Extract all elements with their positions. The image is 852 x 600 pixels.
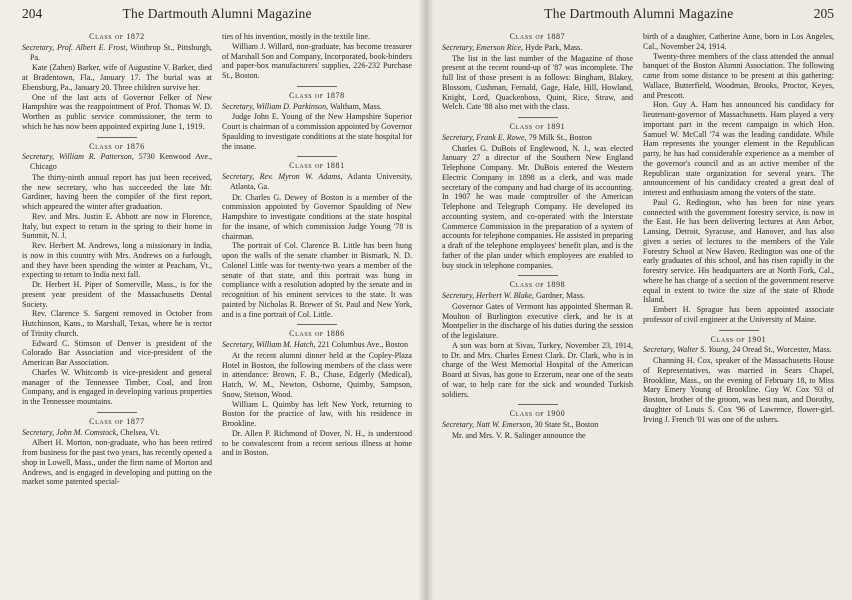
right-running-title: The Dartmouth Alumni Magazine	[544, 6, 734, 21]
class-heading: Class of 1887	[509, 32, 566, 41]
secretary-role: Secretary,	[222, 172, 255, 181]
class-secretary-line	[442, 43, 633, 53]
section-divider	[518, 117, 558, 118]
secretary-role: Secretary,	[22, 42, 55, 52]
secretary-name: William M. Hatch,	[256, 340, 316, 349]
news-paragraph: Governor Gates of Vermont has appointed Sherman R. Moulton of Burlington executive clerk, and he is at Montpelier in the discharge of his duties during the session of the legislature.	[442, 301, 633, 340]
left-column-2	[222, 32, 412, 592]
secretary-address: Waltham, Mass.	[328, 101, 382, 111]
news-paragraph: Twenty-three members of the class attended the annual banquet of the Boston Alumni Association. The following came from some distance to be present at this gathering: Wallace, Butterfield, Woodman, Brooks, Proctor, Keyes, and Prescott.	[643, 51, 834, 100]
secretary-name: Herbert W. Blake,	[476, 291, 534, 300]
news-paragraph: Charles G. DuBois of Englewood, N. J., was elected January 27 a director of the Southern New England Telephone Company. Mr. DuBois entered the Western Electric Company in 1898 as a clerk, and was made secretary of the company and had charge of its accounting. In 1907 he was made comptroller of the American Telephone and Telegraph Company. He developed its accounting system, and co-operated with the Interstate Commerce Commission in the preparation of a system of accounts for telephone companies. He assisted in preparing a draft of the telephone employees' benefit plan, and is the father of the plan under which employees are enabled to buy stock in telephone companies.	[442, 143, 633, 270]
secretary-address: 5730 Kenwood Ave., Chicago	[30, 152, 213, 171]
news-paragraph: Channing H. Cox, speaker of the Massachusetts House of Representatives, was married in Sears Chapel, Brookline, Mass., on the evening of February 18, to Miss Mary Emery Young of Brookline. Guy W. Cox '93 of Boston, brother of the groom, was best man, and Dorothy, daughter of Louis S. Cox '96 of Lawrence, flower-girl. Irving J. French '01 was one of the ushers.	[643, 356, 834, 424]
secretary-role: Secretary,	[222, 101, 255, 111]
section-divider	[297, 86, 337, 87]
secretary-role: Secretary,	[643, 345, 676, 355]
secretary-name: John M. Comstock,	[56, 427, 119, 437]
left-column-1	[22, 32, 212, 592]
news-paragraph: Paul G. Redington, who has been for nine years connected with the government forestry service, is now in the East. He has been delivering lectures at Ann Arbor, Lansing, Detroit, Syracuse, and Hanover, and has also given a series of lectures to the members of the Yale Forestry School at New Haven. Redington was one of the early graduates of this school, and has risen rapidly in the forestry service. His headquarters are at North Fork, Cal., where he has charge of a section of the government reserve equal in extent to twice the size of the state of Rhode Island.	[643, 197, 834, 305]
news-paragraph: The portrait of Col. Clarence B. Little has been hung upon the walls of the senate chamber in Bismark, N. D. Colonel Little was for twenty-two years a member of the senate of that state, and this portrait was hung in compliance with a resolution adopted by the senate and in recognition of his eminent services to the state. It was painted by Nicholas R. Brewer of St. Paul and New York, and is a fine portrait of Col. Little.	[222, 241, 412, 319]
class-secretary-line	[442, 133, 633, 143]
news-paragraph: William L. Quimby has left New York, returning to Boston for the practice of law, with his residence in Brookline.	[222, 399, 412, 428]
secretary-role: Secretary,	[442, 132, 475, 142]
class-heading: Class of 1877	[89, 416, 145, 426]
news-paragraph: Dr. Charles G. Dewey of Boston is a member of the commission appointed by Governor Spaulding of New Hampshire to investigate conditions at the state hospital for the insane, of which commission Judge Young '78 is chairman.	[222, 192, 412, 241]
secretary-name: Natt W. Emerson,	[476, 420, 533, 429]
secretary-name: William D. Parkinson,	[256, 101, 329, 111]
class-heading: Class of 1898	[509, 280, 566, 290]
section-divider	[97, 412, 137, 413]
class-heading: Class of 1891	[509, 122, 566, 131]
news-paragraph: Rev. and Mrs. Justin E. Abbott are now in Florence, Italy, but expect to return in the spring to their home in Summit, N. J.	[22, 211, 212, 241]
class-secretary-line	[22, 43, 212, 63]
secretary-address: Winthrop St., Pittsburgh, Pa.	[30, 42, 212, 62]
secretary-address: Gardner, Mass.	[533, 291, 586, 300]
class-heading: Class of 1901	[710, 334, 767, 344]
secretary-name: Walter S. Young,	[677, 345, 731, 355]
news-paragraph: Dr. Allen P. Richmond of Dover, N. H., is understood to be convalescent from a recent serious illness at home and in Boston.	[222, 428, 412, 458]
right-running-head	[442, 6, 834, 32]
class-heading: Class of 1876	[89, 141, 145, 151]
right-column-1	[442, 32, 633, 592]
right-page-number: 205	[813, 6, 834, 21]
secretary-role: Secretary,	[442, 42, 475, 52]
news-paragraph: Albert H. Morton, non-graduate, who has been retired from business for the past two years, has recently opened a shop in Lowell, Mass., under the firm name of Morton and Andrews, and is engaged in developing and putting on the market some patented special-	[22, 438, 212, 487]
class-secretary-line	[442, 420, 633, 430]
secretary-address: 221 Columbus Ave., Boston	[315, 340, 408, 349]
class-secretary-line	[442, 291, 633, 301]
news-paragraph: The list in the last number of the Magazine of those present at the recent round-up of '87 was incomplete. The full list of those present is as follows: Bingham, Blakey, Blossom, Cushman, Fernald, Gage, Hale, Hill, Howland, Knight, Lord, Quackenboss, Quint, Rice, Straw, and Welch. Cate '88 also met with the class.	[442, 53, 633, 112]
secretary-name: Prof. Albert E. Frost,	[56, 42, 128, 52]
secretary-address: 30 State St., Boston	[532, 420, 599, 429]
class-secretary-line	[22, 428, 212, 438]
news-paragraph: Dr. Herbert H. Piper of Somerville, Mass., is for the present year president of the Massachusetts Dental Society.	[22, 280, 212, 309]
secretary-address: 24 Oread St., Worcester, Mass.	[730, 345, 832, 355]
class-heading: Class of 1878	[289, 90, 345, 100]
news-paragraph: The thirty-ninth annual report has just been received, the new secretary, who has succeeded the late Mr. Gardiner, having been the compiler of the first report, which appeared the winter after graduation.	[22, 172, 212, 211]
right-columns	[442, 32, 834, 592]
secretary-name: Frank E. Rowe,	[476, 132, 527, 142]
secretary-role: Secretary,	[22, 152, 55, 162]
secretary-address: Hyde Park, Mass.	[523, 42, 583, 52]
class-heading: Class of 1872	[89, 32, 145, 41]
class-secretary-line	[222, 102, 412, 112]
secretary-address: Chelsea, Vt.	[118, 427, 160, 437]
news-paragraph: Kate (Zahen) Barker, wife of Augustine V. Barker, died at Bradentown, Fla., January 17. The burial was at Ebensburg, Pa., January 20. Three children survive her.	[22, 63, 212, 92]
section-divider	[719, 330, 759, 331]
left-running-title: The Dartmouth Alumni Magazine	[122, 6, 312, 21]
news-paragraph: Charles W. Whitcomb is vice-president and general manager of the Tennessee Timber, Coal, and Iron Company, and is engaged in developing various properties in the Tennessee mountains.	[22, 367, 212, 406]
secretary-role: Secretary,	[442, 420, 475, 429]
section-divider	[518, 275, 558, 276]
news-paragraph: Rev. Herbert M. Andrews, long a missionary in India, is now in this country with Mrs. Andrews on a furlough, and they have been spending the winter at Peacham, Vt., expecting to return to India next fall.	[22, 241, 212, 280]
section-divider	[97, 137, 137, 138]
secretary-name: William R. Patterson,	[58, 152, 134, 162]
news-paragraph: ties of his invention, mostly in the textile line.	[222, 32, 370, 41]
right-page	[426, 0, 852, 600]
news-paragraph: Rev. Clarence S. Sargent removed in October from Hutchinson, Kans., to Marshall, Texas, where he is rector of Trinity church.	[22, 309, 212, 338]
news-paragraph: Edward C. Stimson of Denver is president of the Colorado Bar Association and vice-president of the American Bar Association.	[22, 338, 212, 367]
news-paragraph: One of the last acts of Governor Felker of New Hampshire was the reappointment of Prof. Thomas W. D. Worthen as public service commissioner, the term to which he has now been appointed expiring June 1, 1919.	[22, 92, 212, 131]
news-paragraph: William J. Willard, non-graduate, has become treasurer of Marshall Son and Company, Incorporated, book-binders and paper-box manufacturers' supplies, 226-232 Purchase St., Boston.	[222, 41, 412, 80]
section-divider	[297, 156, 337, 157]
right-column-2	[643, 32, 834, 592]
class-heading: Class of 1900	[509, 409, 566, 419]
class-secretary-line	[222, 172, 412, 192]
left-running-head	[22, 6, 414, 32]
class-heading: Class of 1886	[289, 329, 345, 339]
left-columns	[22, 32, 414, 592]
secretary-address: Atlanta University, Atlanta, Ga.	[230, 172, 412, 191]
secretary-role: Secretary,	[22, 427, 55, 437]
class-secretary-line	[643, 345, 834, 355]
news-paragraph: Mr. and Mrs. V. R. Salinger announce the	[452, 430, 586, 440]
left-page-number: 204	[22, 6, 43, 21]
news-paragraph: At the recent alumni dinner held at the Copley-Plaza Hotel in Boston, the following members of the class were in attendance: Brown, F. B., Chase, Edgerly (Medical), Hatch, W. M., Newton, Osborne, Quimby, Sampson, Snow, Stetson, Wood.	[222, 350, 412, 399]
class-heading: Class of 1881	[289, 161, 345, 171]
secretary-name: Rev. Myron W. Adams,	[259, 172, 343, 181]
secretary-address: 79 Milk St., Boston	[526, 132, 592, 142]
section-divider	[297, 324, 337, 325]
class-secretary-line	[222, 340, 412, 350]
secretary-role: Secretary,	[442, 291, 475, 300]
news-paragraph: Embert H. Sprague has been appointed associate professor of civil engineer at the University of Maine.	[643, 305, 834, 324]
news-paragraph: A son was born at Sivas, Turkey, November 23, 1914, to Dr. and Mrs. Charles Ernest Clark. Dr. Clark, who is in charge of the West Memorial Hospital of the American Board at Sivas, has gone to Erzerum, near one of the seats of war, to help care for the sick and wounded Turkish soldiers.	[442, 340, 633, 399]
secretary-name: Emerson Rice,	[476, 42, 524, 52]
news-paragraph: birth of a daughter, Catherine Anne, born in Los Angeles, Cal., November 24, 1914.	[643, 32, 834, 51]
secretary-role: Secretary,	[222, 340, 255, 349]
class-secretary-line	[22, 152, 212, 172]
news-paragraph: Judge John E. Young of the New Hampshire Superior Court is chairman of a commission appointed by Governor Spaulding to investigate conditions at the state hospital for the insane.	[222, 112, 412, 151]
section-divider	[518, 404, 558, 405]
news-paragraph: Hon. Guy A. Ham has announced his candidacy for lieutenant-governor of Massachusetts. Ham played a very important part in the recent campaign in which Hon. Samuel W. McCall '74 was the leading candidate. While Ham represents the younger element in the Republican party, he has had considerable experience as a member of the governor's council and as an active member of the Republican state organization for several years. The announcement of his candidacy created a great deal of interest and enthusiasm among the voters of the state.	[643, 100, 834, 197]
